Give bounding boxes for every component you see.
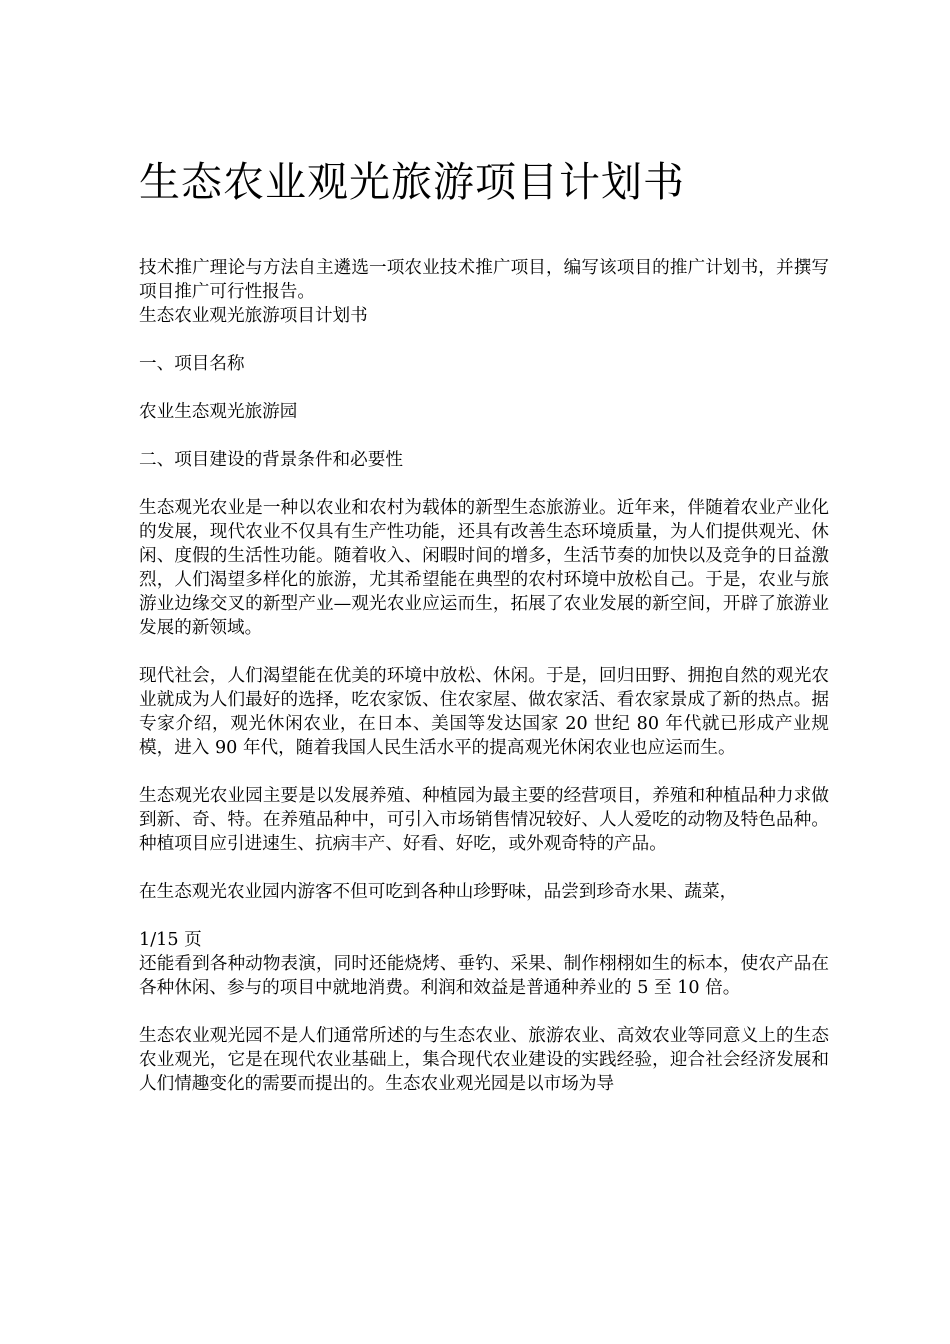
paragraph-6: 生态农业观光园不是人们通常所述的与生态农业、旅游农业、高效农业等同意义上的生态农业观光，它是在现代农业基础上，集合现代农业建设的实践经验，迎合社会经济发展和人们情趣变化的需要而提出的。生态农业观光园是以市场为导 xyxy=(139,1026,829,1094)
subtitle: 生态农业观光旅游项目计划书 xyxy=(139,306,368,326)
section1-body: 农业生态观光旅游园 xyxy=(139,402,298,422)
intro-paragraph: 技术推广理论与方法自主遴选一项农业技术推广项目，编写该项目的推广计划书，并撰写项目推广可行性报告。 xyxy=(139,258,829,302)
paragraph-1: 生态观光农业是一种以农业和农村为载体的新型生态旅游业。近年来，伴随着农业产业化的发展，现代农业不仅具有生产性功能，还具有改善生态环境质量，为人们提供观光、休闲、度假的生活性功能。随着收入、闲暇时间的增多，生活节奏的加快以及竞争的日益激烈，人们渴望多样化的旅游，尤其希望能在典型的农村环境中放松自己。于是，农业与旅游业边缘交叉的新型产业—观光农业应运而生，拓展了农业发展的新空间，开辟了旅游业发展的新领域。 xyxy=(139,498,829,638)
paragraph-4: 在生态观光农业园内游客不但可吃到各种山珍野味，品尝到珍奇水果、蔬菜， xyxy=(139,882,738,902)
section2-heading: 二、项目建设的背景条件和必要性 xyxy=(139,450,403,470)
page-number: 1/15 页 xyxy=(139,930,202,950)
section1-heading: 一、项目名称 xyxy=(139,354,245,374)
paragraph-2: 现代社会，人们渴望能在优美的环境中放松、休闲。于是，回归田野、拥抱自然的观光农业就成为人们最好的选择，吃农家饭、住农家屋、做农家活、看农家景成了新的热点。据专家介绍，观光休闲农业，在日本、美国等发达国家 20 世纪 80 年代就已形成产业规模，进入 90 年代，随着我国人民生活水平的提高观光休闲农业也应运而生。 xyxy=(139,666,829,758)
document-body xyxy=(139,256,829,1096)
paragraph-5: 还能看到各种动物表演，同时还能烧烤、垂钓、采果、制作栩栩如生的标本，使农产品在各种休闲、参与的项目中就地消费。利润和效益是普通种养业的 5 至 10 倍。 xyxy=(139,954,829,998)
paragraph-3: 生态观光农业园主要是以发展养殖、种植园为最主要的经营项目，养殖和种植品种力求做到新、奇、特。在养殖品种中，可引入市场销售情况较好、人人爱吃的动物及特色品种。种植项目应引进速生、抗病丰产、好看、好吃，或外观奇特的产品。 xyxy=(139,786,829,854)
document-title: 生态农业观光旅游项目计划书 xyxy=(139,158,685,206)
